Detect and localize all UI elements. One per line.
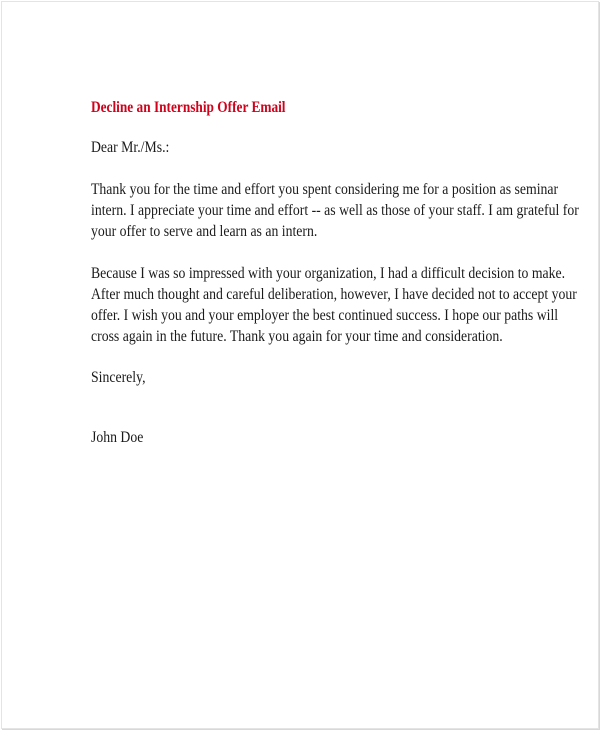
document-page <box>1 1 599 729</box>
paragraph-line: Because I was so impressed with your organization, I had a difficult decision to make. <box>91 265 566 282</box>
paragraph-line: After much thought and careful deliberation, however, I have decided not to accept your <box>91 286 577 303</box>
paragraph-line: Thank you for the time and effort you spent considering me for a position as seminar <box>91 181 559 198</box>
paragraph-line: your offer to serve and learn as an intern. <box>91 223 318 240</box>
salutation: Dear Mr./Ms.: <box>91 139 170 156</box>
closing: Sincerely, <box>91 369 146 386</box>
paragraph-line: offer. I wish you and your employer the best continued success. I hope our paths will <box>91 307 559 324</box>
document-title: Decline an Internship Offer Email <box>91 99 286 116</box>
paragraph-line: intern. I appreciate your time and effort -- as well as those of your staff. I am grateful for <box>91 202 579 219</box>
signature: John Doe <box>91 429 144 446</box>
paragraph-line: cross again in the future. Thank you again for your time and consideration. <box>91 328 503 345</box>
